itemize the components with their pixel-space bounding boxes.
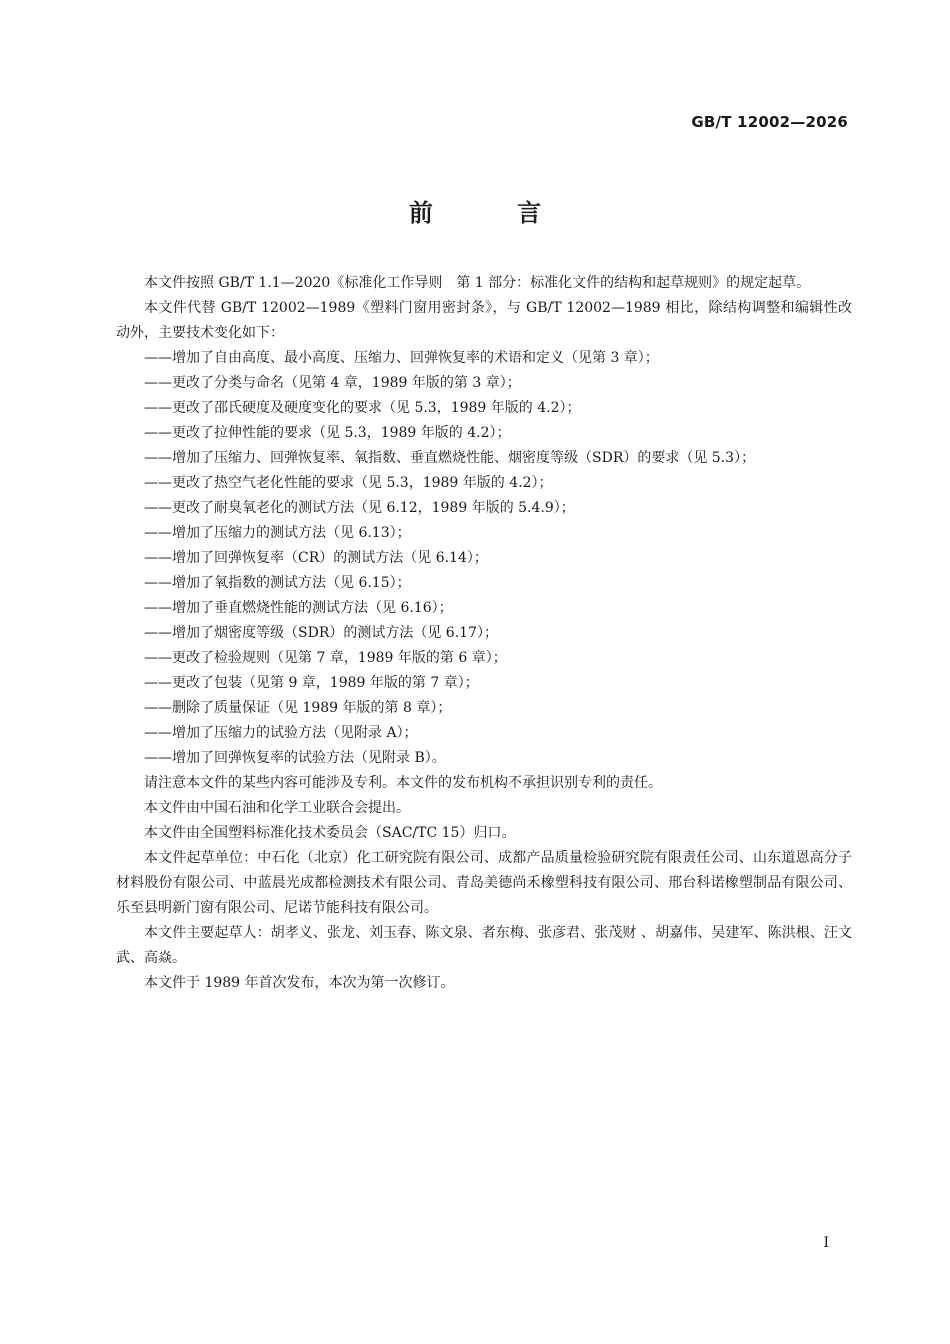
paragraph-patent-notice: 请注意本文件的某些内容可能涉及专利。本文件的发布机构不承担识别专利的责任。 — [144, 775, 662, 791]
paragraph-replaces: 本文件代替 GB/T 12002—1989《塑料门窗用密封条》，与 GB/T 12002—1989 相比，除结构调整和编辑性改动外，主要技术变化如下： — [116, 300, 852, 341]
list-item: ——更改了包装（见第 9 章，1989 年版的第 7 章）； — [144, 675, 479, 691]
list-item: ——更改了分类与命名（见第 4 章，1989 年版的第 3 章）； — [144, 375, 521, 391]
standard-number: GB/T 12002—2026 — [691, 113, 848, 131]
list-item: ——增加了压缩力、回弹恢复率、氧指数、垂直燃烧性能、烟密度等级（SDR）的要求（见 5.3）； — [144, 450, 756, 466]
page-title: 前 言 — [408, 199, 580, 227]
paragraph-proposed-by: 本文件由中国石油和化学工业联合会提出。 — [144, 800, 410, 816]
list-item: ——删除了质量保证（见 1989 年版的第 8 章）； — [144, 700, 452, 716]
list-item: ——增加了回弹恢复率（CR）的测试方法（见 6.14）； — [144, 550, 488, 566]
list-item: ——更改了热空气老化性能的要求（见 5.3，1989 年版的 4.2）； — [144, 475, 553, 491]
list-item: ——更改了邵氏硬度及硬度变化的要求（见 5.3，1989 年版的 4.2）； — [144, 400, 581, 416]
list-item: ——增加了自由高度、最小高度、压缩力、回弹恢复率的术语和定义（见第 3 章）； — [144, 350, 659, 366]
list-item: ——增加了烟密度等级（SDR）的测试方法（见 6.17）； — [144, 625, 498, 641]
list-item: ——增加了垂直燃烧性能的测试方法（见 6.16）； — [144, 600, 453, 616]
paragraph-drafting-units: 本文件起草单位：中石化（北京）化工研究院有限公司、成都产品质量检验研究院有限责任公司、山东道恩高分子材料股份有限公司、中蓝晨光成都检测技术有限公司、青岛美德尚禾橡塑科技有限公司、邢台科诺橡塑制品有限公司、乐至县明新门窗有限公司、尼诺节能科技有限公司。 — [116, 850, 852, 916]
list-item: ——增加了氧指数的测试方法（见 6.15）； — [144, 575, 411, 591]
paragraph-under-jurisdiction: 本文件由全国塑料标准化技术委员会（SAC/TC 15）归口。 — [144, 825, 516, 841]
paragraph-drafting-rules: 本文件按照 GB/T 1.1—2020《标准化工作导则 第 1 部分：标准化文件的结构和起草规则》的规定起草。 — [144, 275, 811, 291]
list-item: ——增加了压缩力的测试方法（见 6.13）； — [144, 525, 411, 541]
list-item: ——增加了压缩力的试验方法（见附录 A）； — [144, 725, 418, 741]
technical-changes-list — [116, 346, 852, 771]
list-item: ——增加了回弹恢复率的试验方法（见附录 B）。 — [144, 750, 446, 766]
list-item: ——更改了拉伸性能的要求（见 5.3，1989 年版的 4.2）； — [144, 425, 511, 441]
page-number: I — [823, 1235, 829, 1251]
foreword-body — [116, 271, 852, 996]
list-item: ——更改了检验规则（见第 7 章，1989 年版的第 6 章）； — [144, 650, 507, 666]
paragraph-drafters: 本文件主要起草人：胡孝义、张龙、刘玉春、陈文泉、者东梅、张彦君、张茂财 、胡嘉伟、吴建军、陈洪根、汪文武、高焱。 — [116, 925, 852, 966]
paragraph-publication-history: 本文件于 1989 年首次发布，本次为第一次修订。 — [144, 975, 455, 991]
list-item: ——更改了耐臭氧老化的测试方法（见 6.12，1989 年版的 5.4.9）； — [144, 500, 575, 516]
